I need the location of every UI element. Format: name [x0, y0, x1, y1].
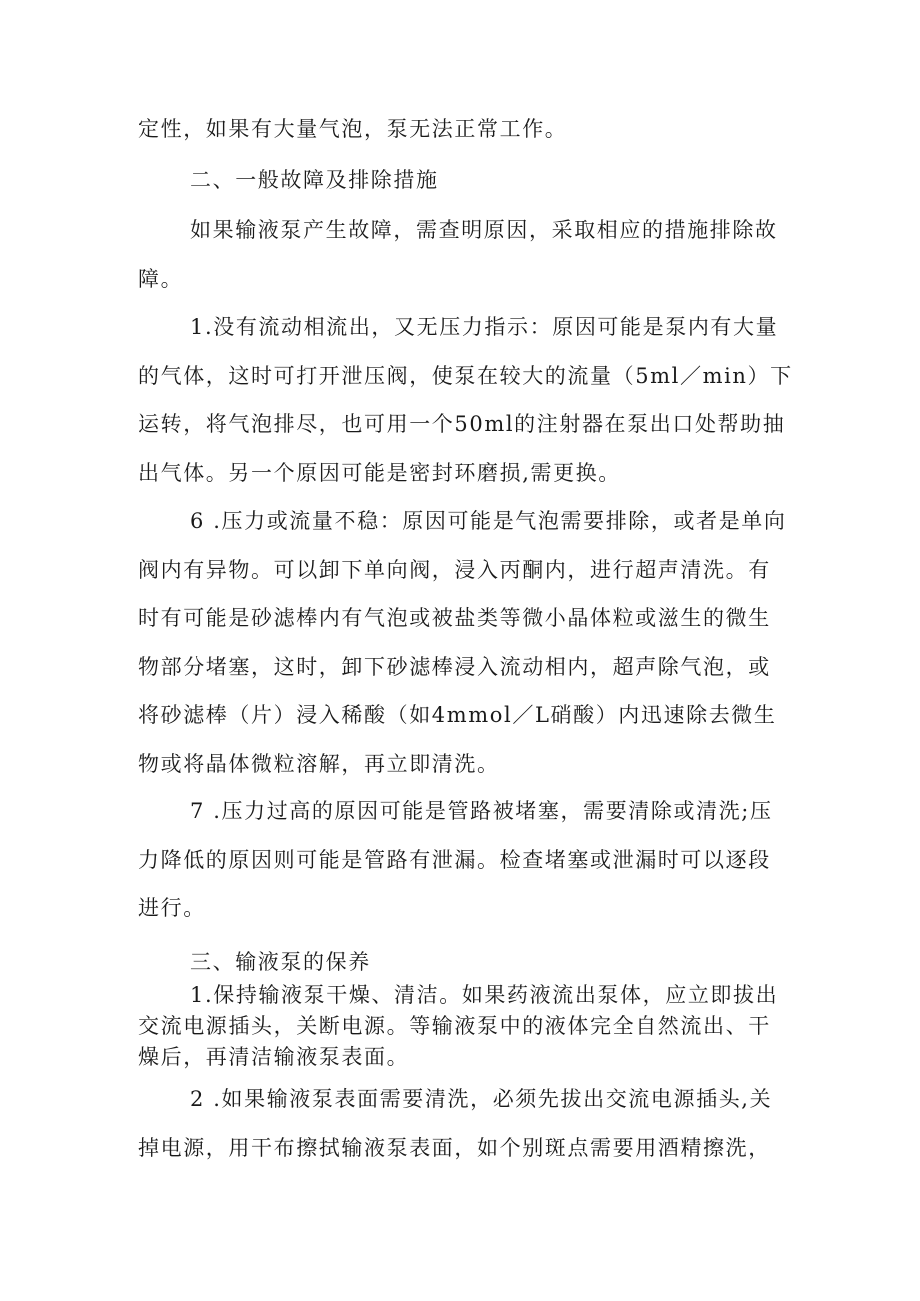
section-heading-3: 三、输液泵的保养 — [190, 950, 371, 974]
section-heading-2: 二、一般故障及排除措施 — [190, 168, 439, 192]
paragraph-continuation: 定性，如果有大量气泡，泵无法正常工作。 — [138, 117, 568, 141]
paragraph-intro: 如果输液泵产生故障，需查明原因，采取相应的措施排除故障。 — [138, 218, 778, 291]
paragraph-item-6: 6 .压力或流量不稳：原因可能是气泡需要排除，或者是单向阀内有异物。可以卸下单向阀，浸入丙酮内，进行超声清洗。有时有可能是砂滤棒内有气泡或被盐类等微小晶体粒或滋生的微生物部分堵塞，这时，卸下砂滤棒浸入流动相内，超声除气泡，或将砂滤棒（片）浸入稀酸（如4mmol／L硝酸）内迅速除去微生物或将晶体微粒溶解，再立即清洗。 — [138, 509, 787, 776]
paragraph-maint-1: 1.保持输液泵干燥、清洁。如果药液流出泵体，应立即拔出交流电源插头，关断电源。等输液泵中的液体完全自然流出、干燥后，再清洁输液泵表面。 — [138, 983, 779, 1069]
paragraph-item-1: 1.没有流动相流出，又无压力指示：原因可能是泵内有大量的气体，这时可打开泄压阀，使泵在较大的流量（5ml／min）下运转，将气泡排尽，也可用一个50ml的注射器在泵出口处帮助抽出气体。另一个原因可能是密封环磨损,需更换。 — [138, 315, 793, 485]
paragraph-maint-2: 2 .如果输液泵表面需要清洗，必须先拔出交流电源插头,关掉电源，用干布擦拭输液泵表面，如个别斑点需要用酒精擦洗， — [138, 1087, 773, 1160]
paragraph-item-7: 7 .压力过高的原因可能是管路被堵塞，需要清除或清洗;压力降低的原因则可能是管路有泄漏。检查堵塞或泄漏时可以逐段进行。 — [138, 799, 773, 920]
